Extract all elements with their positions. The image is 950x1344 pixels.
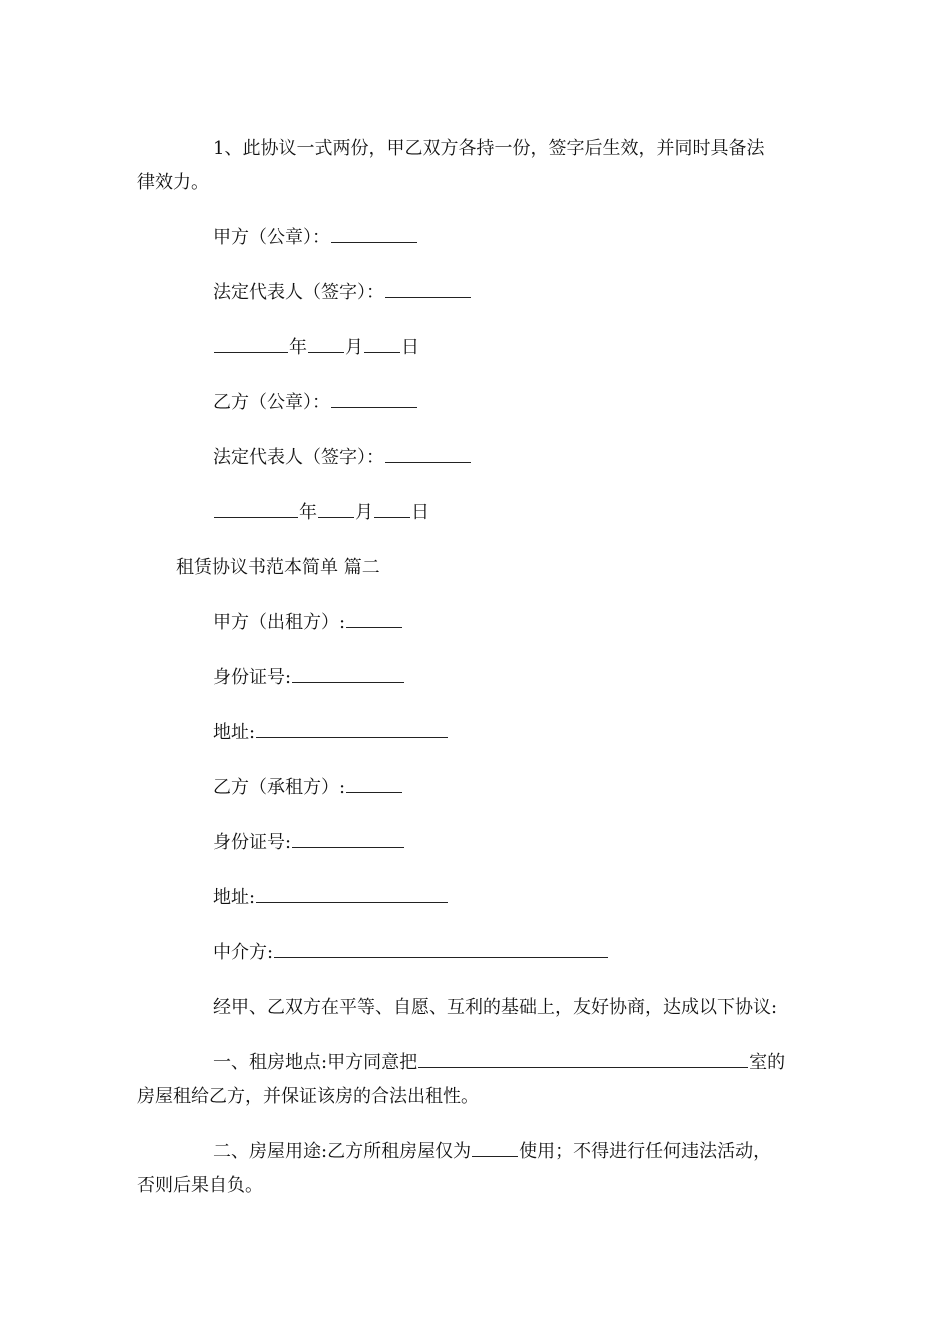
date-b-month-label: 月 <box>355 502 373 523</box>
legal-rep-b-field <box>213 446 472 470</box>
lessor-id-blank <box>292 666 404 683</box>
agent-field <box>213 941 609 965</box>
legal-rep-a-field <box>213 281 472 305</box>
lessee-field <box>213 776 403 800</box>
article-1-line-2: 房屋租给乙方，并保证该房的合法出租性。 <box>137 1086 479 1107</box>
date-b-day-blank <box>374 501 410 518</box>
legal-rep-b-blank <box>385 446 471 463</box>
lessor-address-label: 地址: <box>213 722 256 743</box>
lessee-id-label: 身份证号: <box>213 832 292 853</box>
article-2-suffix: 使用；不得进行任何违法活动， <box>519 1141 772 1162</box>
party-b-seal-label: 乙方（公章）： <box>213 392 330 413</box>
lessor-address-field <box>213 721 449 745</box>
lessee-address-field <box>213 886 449 910</box>
date-a-year-blank <box>214 336 288 353</box>
lessee-address-blank <box>256 886 448 903</box>
party-b-seal-field <box>213 391 418 415</box>
lessee-id-field <box>213 831 405 855</box>
date-a-field <box>213 336 419 360</box>
lessee-address-label: 地址: <box>213 887 256 908</box>
article-2-label: 二、房屋用途:乙方所租房屋仅为 <box>213 1141 472 1162</box>
lessee-blank <box>346 776 402 793</box>
article-2-line-1 <box>213 1140 771 1164</box>
clause-1-line-2: 律效力。 <box>137 172 209 193</box>
date-b-day-label: 日 <box>411 502 429 523</box>
date-a-day-label: 日 <box>401 337 419 358</box>
lessee-id-blank <box>292 831 404 848</box>
date-a-month-label: 月 <box>345 337 363 358</box>
legal-rep-a-blank <box>385 281 471 298</box>
party-a-seal-field <box>213 226 418 250</box>
date-a-month-blank <box>308 336 344 353</box>
clause-1-line-1: 1、此协议一式两份，甲乙双方各持一份，签字后生效，并同时具备法 <box>213 138 765 159</box>
lessor-id-label: 身份证号: <box>213 667 292 688</box>
article-2-usage-blank <box>472 1140 518 1157</box>
legal-rep-a-label: 法定代表人（签字）： <box>213 282 384 303</box>
lessor-id-field <box>213 666 405 690</box>
lessee-label: 乙方（承租方）: <box>213 777 346 798</box>
date-b-year-label: 年 <box>299 502 317 523</box>
section-title: 租赁协议书范本简单 篇二 <box>176 557 380 578</box>
lessor-field <box>213 611 403 635</box>
lessor-blank <box>346 611 402 628</box>
agent-label: 中介方: <box>213 942 274 963</box>
date-b-year-blank <box>214 501 298 518</box>
lessor-address-blank <box>256 721 448 738</box>
legal-rep-b-label: 法定代表人（签字）： <box>213 447 384 468</box>
article-1-suffix: 室的 <box>749 1052 786 1073</box>
date-a-year-label: 年 <box>289 337 307 358</box>
article-2-line-2: 否则后果自负。 <box>137 1175 263 1196</box>
agent-blank <box>274 941 608 958</box>
article-1-line-1 <box>213 1051 785 1075</box>
article-1-label: 一、租房地点:甲方同意把 <box>213 1052 418 1073</box>
lessor-label: 甲方（出租方）: <box>213 612 346 633</box>
preamble: 经甲、乙双方在平等、自愿、互利的基础上，友好协商，达成以下协议: <box>213 997 778 1018</box>
date-a-day-blank <box>364 336 400 353</box>
date-b-field <box>213 501 429 525</box>
date-b-month-blank <box>318 501 354 518</box>
party-a-seal-blank <box>331 226 417 243</box>
party-b-seal-blank <box>331 391 417 408</box>
article-1-address-blank <box>418 1051 748 1068</box>
party-a-seal-label: 甲方（公章）： <box>213 227 330 248</box>
